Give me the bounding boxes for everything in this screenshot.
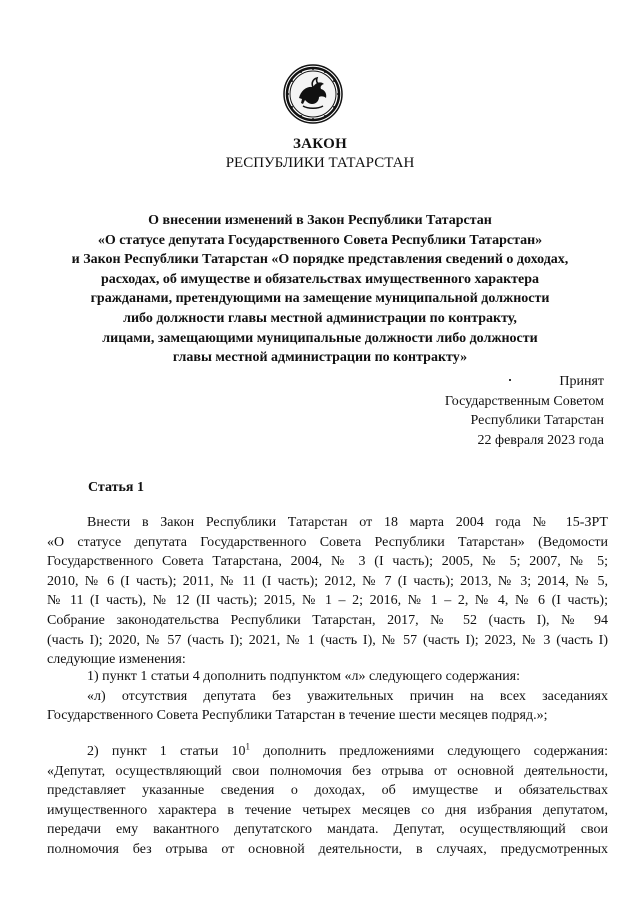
heading-line: «О статусе депутата Государственного Совета Республики Татарстан»	[97, 232, 543, 248]
item-2-suffix: дополнить предложениями следующего содержания:	[250, 744, 608, 759]
heading-line: главы местной администрации по контракту»	[172, 350, 468, 366]
paragraph-line: имущественного характера в течение четырех месяцев со дня избрания депутатом,	[47, 802, 608, 818]
item-2-paragraph	[47, 742, 608, 860]
article-title: Статья 1	[88, 480, 144, 495]
paragraph-line: № 11 (I часть), № 12 (II часть); 2015, № 1 – 2; 2016, № 1 – 2, № 4, № 6 (I часть);	[47, 593, 608, 609]
paragraph-line: Собрание законодательства Республики Татарстан, 2017, № 52 (часть I), № 94	[47, 612, 608, 628]
adopted-label: Принят	[559, 374, 604, 389]
heading-line: и Закон Республики Татарстан «О порядке представления сведений о доходах,	[71, 252, 569, 268]
paragraph-line: представляет указанные сведения о доходах, об имуществе и обязательствах	[47, 783, 608, 799]
article-superscript: 1	[245, 741, 251, 752]
paragraph-line: передачи ему вакантного депутатского мандата. Депутат, осуществляющий свои	[47, 822, 608, 838]
tatarstan-emblem-icon	[283, 64, 343, 124]
paragraph-line: Государственного Совета Татарстана, 2004, № 3 (I часть); 2005, № 5; 2007, № 5;	[47, 554, 608, 570]
adoption-date: 22 февраля 2023 года	[477, 432, 604, 448]
heading-line: расходах, об имуществе и обязательствах имущественного характера	[100, 271, 540, 287]
paragraph-line: (часть I); 2020, № 57 (часть I); 2021, № 1 (часть I), № 57 (часть I); 2023, № 3 (часть I)	[47, 632, 608, 648]
paragraph-line: Внести в Закон Республики Татарстан от 18 марта 2004 года № 15-ЗРТ	[87, 515, 608, 530]
paragraph-line: 1) пункт 1 статьи 4 дополнить подпунктом «л» следующего содержания:	[87, 669, 521, 684]
paragraph-line	[47, 742, 608, 762]
paragraph-line: 2010, № 6 (I часть); 2011, № 11 (I часть); 2012, № 7 (I часть); 2013, № 3; 2014, № 5,	[47, 573, 608, 589]
adopted-by: Государственным Советом	[444, 393, 604, 409]
paragraph-line: «л) отсутствия депутата без уважительных причин на всех заседаниях	[87, 688, 608, 704]
intro-paragraph	[47, 513, 608, 670]
paragraph-line: Государственного Совета Республики Татарстан в течение шести месяцев подряд.»;	[47, 708, 548, 724]
heading-line: лицами, замещающими муниципальные должности либо должности	[102, 330, 538, 346]
heading-line: либо должности главы местной администрации по контракту,	[123, 310, 517, 326]
heading-line: О внесении изменений в Закон Республики Татарстан	[148, 213, 492, 228]
item-1-paragraph	[47, 667, 608, 726]
heading-line: гражданами, претендующими на замещение муниципальной должности	[90, 291, 550, 307]
item-2-prefix: 2) пункт 1 статьи 10	[87, 744, 246, 759]
paragraph-line: полномочия без отрыва от основной деятельности, в случаях, предусмотренных	[47, 841, 608, 857]
paragraph-line: следующие изменения:	[47, 652, 186, 668]
document-type-title: ЗАКОН	[292, 136, 348, 152]
adopted-republic: Республики Татарстан	[470, 413, 604, 428]
paragraph-line: «О статусе депутата Государственного Совета Республики Татарстан» (Ведомости	[47, 534, 608, 550]
adoption-block	[445, 372, 604, 450]
paragraph-line: «Депутат, осуществляющий свои полномочия без отрыва от основной деятельности,	[47, 763, 608, 779]
law-heading	[40, 211, 600, 368]
issuer-title: РЕСПУБЛИКИ ТАТАРСТАН	[225, 155, 415, 171]
